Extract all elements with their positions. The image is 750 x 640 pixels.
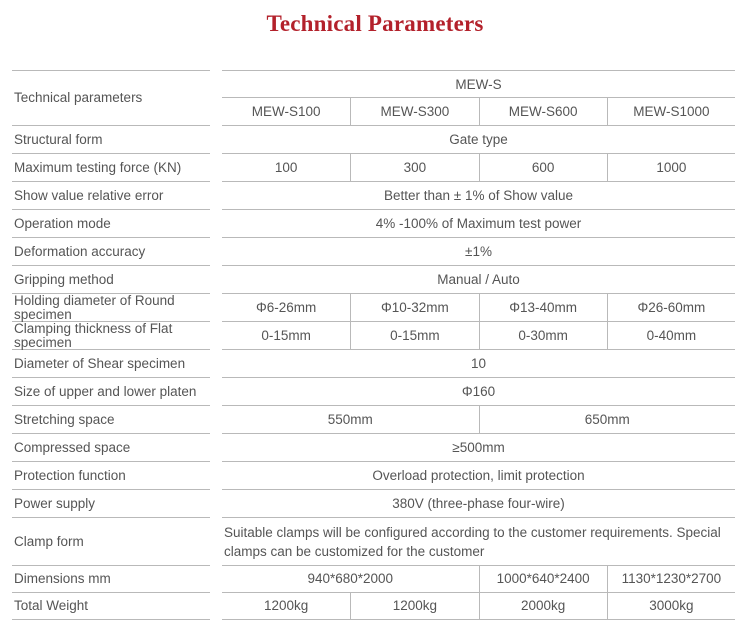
param-value-cell: 1000 [607, 154, 735, 181]
param-label: Structural form [12, 126, 210, 154]
param-label: Maximum testing force (KN) [12, 154, 210, 182]
param-label: Technical parameters [12, 70, 210, 126]
row-data-area [222, 294, 735, 322]
param-label: Clamping thickness of Flat specimen [12, 322, 210, 350]
param-label: Show value relative error [12, 182, 210, 210]
param-value-cell: Better than ± 1% of Show value [383, 187, 574, 203]
column-gutter [210, 294, 222, 322]
technical-parameters-table [12, 70, 735, 620]
param-label: Power supply [12, 490, 210, 518]
column-gutter [210, 126, 222, 154]
table-row [12, 462, 735, 490]
row-data-area [222, 266, 735, 294]
table-row [12, 126, 735, 154]
param-value-cell: 1000*640*2400 [479, 566, 607, 592]
param-value-cell: 300 [350, 154, 478, 181]
param-value-cell: Φ160 [461, 383, 496, 399]
row-data-area [222, 593, 735, 620]
param-value-cell: 0-15mm [350, 322, 478, 349]
param-label: Gripping method [12, 266, 210, 294]
param-value-cell: 2000kg [479, 593, 607, 619]
param-label: Size of upper and lower platen [12, 378, 210, 406]
table-row [12, 182, 735, 210]
param-value-cell: 4% -100% of Maximum test power [375, 215, 582, 231]
row-data-area [222, 238, 735, 266]
table-row [12, 322, 735, 350]
column-gutter [210, 462, 222, 490]
param-label: Compressed space [12, 434, 210, 462]
param-label: Diameter of Shear specimen [12, 350, 210, 378]
param-value-cell: Manual / Auto [437, 271, 520, 287]
row-data-area [222, 490, 735, 518]
param-value-cell: 3000kg [607, 593, 735, 619]
table-row [12, 593, 735, 620]
table-row [12, 266, 735, 294]
model-names-row [222, 98, 735, 125]
param-value-cell: 600 [479, 154, 607, 181]
table-row [12, 406, 735, 434]
table-row [12, 434, 735, 462]
param-label: Deformation accuracy [12, 238, 210, 266]
param-value-cell: Suitable clamps will be configured according to the customer requirements. Special clamps can be customized for the customer [224, 524, 721, 559]
column-gutter [210, 378, 222, 406]
row-data-area [222, 518, 735, 566]
column-gutter [210, 406, 222, 434]
param-label: Holding diameter of Round specimen [12, 294, 210, 322]
row-data-area [222, 350, 735, 378]
column-gutter [210, 210, 222, 238]
param-value-cell: 650mm [479, 406, 736, 433]
column-gutter [210, 70, 222, 126]
param-value-cell: Φ10-32mm [350, 294, 478, 321]
table-row [12, 350, 735, 378]
series-name-cell: MEW-S [222, 71, 735, 98]
param-label: Protection function [12, 462, 210, 490]
param-value-cell: Gate type [449, 131, 508, 147]
row-data-area [222, 322, 735, 350]
param-label: Clamp form [12, 518, 210, 566]
param-value-cell: Φ6-26mm [255, 299, 317, 315]
row-data-area [222, 126, 735, 154]
param-value-cell: 550mm [327, 411, 373, 427]
param-value-cell: 940*680*2000 [307, 571, 394, 586]
column-gutter [210, 490, 222, 518]
param-value-cell: 0-40mm [607, 322, 735, 349]
column-gutter [210, 238, 222, 266]
param-value-cell: 100 [274, 159, 298, 175]
row-data-area [222, 406, 735, 434]
row-data-area [222, 210, 735, 238]
page-title: Technical Parameters [266, 11, 484, 36]
row-data-area [222, 566, 735, 593]
header-data-area [222, 70, 735, 126]
param-value-cell: 1200kg [263, 598, 309, 613]
param-value-cell: ≥500mm [452, 439, 505, 455]
param-value-cell: 380V (three-phase four-wire) [392, 495, 565, 511]
model-name-cell: MEW-S1000 [607, 98, 735, 125]
param-label: Total Weight [12, 593, 210, 620]
row-data-area [222, 434, 735, 462]
table-row [12, 210, 735, 238]
param-label: Stretching space [12, 406, 210, 434]
table-header-row [12, 70, 735, 126]
table-row [12, 294, 735, 322]
model-name-cell: MEW-S100 [251, 103, 321, 119]
param-value-cell: 1130*1230*2700 [607, 566, 735, 592]
table-row [12, 490, 735, 518]
table-row [12, 566, 735, 593]
param-value-cell: 0-30mm [479, 322, 607, 349]
param-value-cell: ±1% [465, 243, 492, 259]
column-gutter [210, 266, 222, 294]
param-label: Dimensions mm [12, 566, 210, 593]
table-row [12, 378, 735, 406]
table-row [12, 238, 735, 266]
row-data-area [222, 378, 735, 406]
param-value-cell: Φ26-60mm [607, 294, 735, 321]
column-gutter [210, 322, 222, 350]
column-gutter [210, 434, 222, 462]
model-name-cell: MEW-S300 [350, 98, 478, 125]
column-gutter [210, 182, 222, 210]
column-gutter [210, 518, 222, 566]
column-gutter [210, 350, 222, 378]
model-name-cell: MEW-S600 [479, 98, 607, 125]
table-row [12, 154, 735, 182]
param-value-cell: 10 [470, 355, 487, 371]
row-data-area [222, 462, 735, 490]
param-value-cell: Φ13-40mm [479, 294, 607, 321]
param-label: Operation mode [12, 210, 210, 238]
row-data-area [222, 154, 735, 182]
column-gutter [210, 566, 222, 593]
column-gutter [210, 154, 222, 182]
table-row [12, 518, 735, 566]
row-data-area [222, 182, 735, 210]
param-value-cell: 1200kg [350, 593, 478, 619]
column-gutter [210, 593, 222, 620]
param-value-cell: Overload protection, limit protection [372, 467, 585, 483]
param-value-cell: 0-15mm [261, 327, 311, 343]
